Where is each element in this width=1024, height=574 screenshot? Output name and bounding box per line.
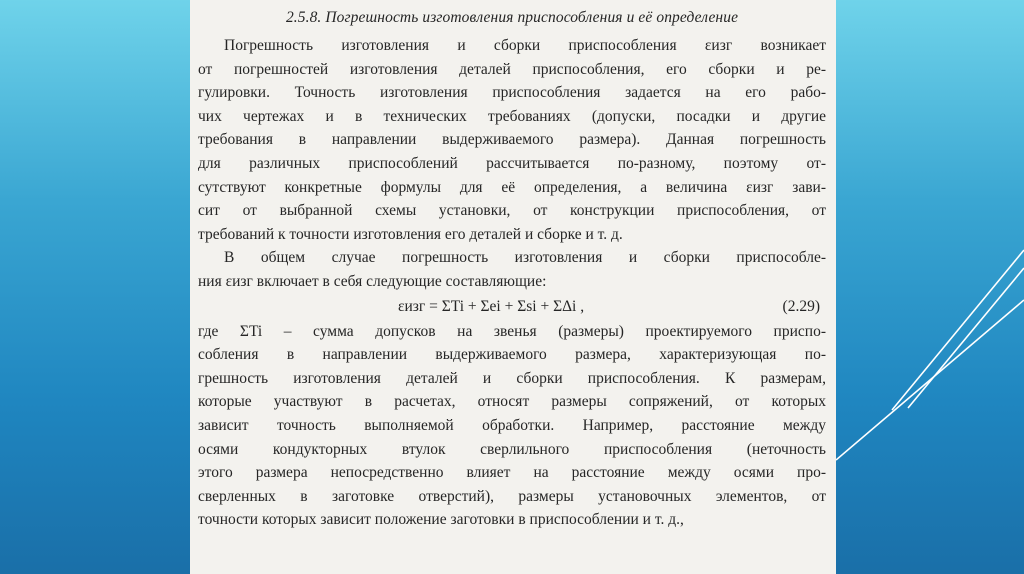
text-line: В общем случае погрешность изготовления и сборки приспособле-	[224, 249, 826, 267]
deco-line-1	[892, 250, 1024, 410]
text-line: для различных приспособлений рассчитывается по-разному, поэтому от-	[198, 154, 826, 172]
text-line: от погрешностей изготовления деталей приспособления, его сборки и ре-	[198, 60, 826, 78]
decorative-lines	[836, 0, 1024, 574]
equation-number: (2.29)	[782, 297, 820, 315]
text-line: грешность изготовления деталей и сборки приспособления. К размерам,	[198, 369, 826, 387]
document-page	[190, 0, 836, 574]
text-line: сутствуют конкретные формулы для её определения, а величина εизг зави-	[198, 178, 826, 196]
text-line: точности которых зависит положение заготовки в приспособлении и т. д.,	[198, 511, 684, 529]
text-line: требования в направлении выдерживаемого размера). Данная погрешность	[198, 131, 826, 149]
text-line: собления в направлении выдерживаемого размера, характеризующая по-	[198, 346, 826, 364]
text-line: сит от выбранной схемы установки, от конструкции приспособления, от	[198, 202, 826, 220]
formula-row	[198, 294, 826, 320]
section-heading: 2.5.8. Погрешность изготовления приспособления и её определение	[285, 9, 739, 26]
formula: εизг = ΣTi + Σei + Σsi + ΣΔi ,	[398, 297, 585, 315]
text-line: требований к точности изготовления его деталей и сборке и т. д.	[198, 225, 623, 243]
text-line: этого размера непосредственно влияет на расстояние между осями про-	[198, 464, 826, 482]
text-line: осями кондукторных втулок сверлильного приспособления (неточность	[198, 440, 826, 458]
text-line: ния εизг включает в себя следующие составляющие:	[198, 272, 547, 290]
paragraph-block-after-formula	[198, 320, 826, 532]
text-line: где ΣTi – сумма допусков на звенья (размеры) проектируемого приспо-	[198, 322, 826, 340]
text-line: чих чертежах и в технических требованиях (допуски, посадки и другие	[198, 107, 826, 125]
text-line: сверленных в заготовке отверстий), размеры установочных элементов, от	[198, 487, 826, 505]
text-line: гулировки. Точность изготовления приспособления задается на его рабо-	[198, 84, 826, 102]
deco-line-3	[836, 300, 1024, 460]
deco-line-2	[908, 268, 1024, 408]
text-line: которые участвуют в расчетах, относят размеры сопряжений, от которых	[198, 393, 826, 411]
document-content	[198, 8, 826, 532]
paragraph-block	[198, 34, 826, 294]
text-line: Погрешность изготовления и сборки приспособления εизг возникает	[224, 37, 826, 54]
text-line: зависит точность выполняемой обработки. Например, расстояние между	[198, 416, 826, 434]
